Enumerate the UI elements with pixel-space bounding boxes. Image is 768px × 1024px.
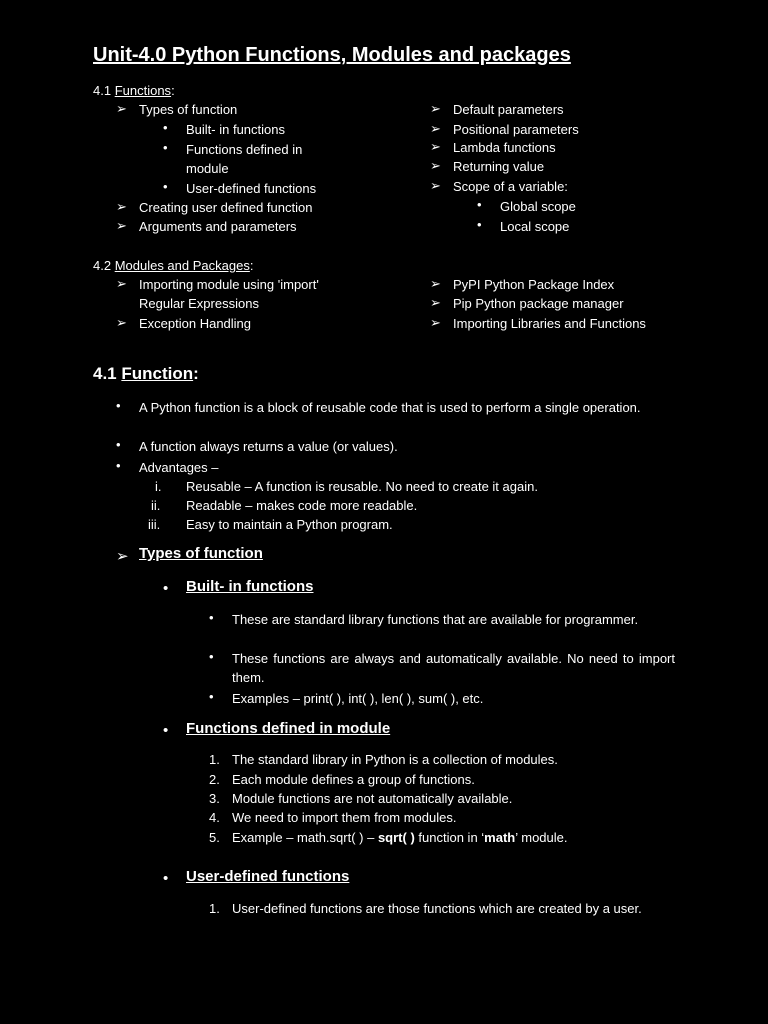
arrow-bullet-icon: ➢ [430,121,441,136]
section-heading-colon: : [193,364,199,383]
arrow-bullet-icon: ➢ [430,295,441,310]
bullet-icon: • [163,179,168,194]
example-text: Example – math.sqrt( ) – [232,830,378,845]
module-item-example [232,828,568,847]
toc-subitem-builtin: Built- in functions [186,122,285,137]
bullet-icon: • [477,197,482,212]
toc-item-lambda: Lambda functions [453,140,556,155]
list-number: 1. [209,901,220,916]
toc-42-title: Modules and Packages [114,258,250,273]
bullet-icon: • [163,120,168,135]
bullet-icon: • [209,649,214,664]
builtin-item-standard-library: These are standard library functions that are available for programmer. [232,612,639,627]
toc-41-title: Functions [114,83,172,98]
arrow-bullet-icon: ➢ [430,276,441,291]
example-math: math [484,830,516,845]
arrow-bullet-icon: ➢ [430,178,441,193]
list-number: 4. [209,810,220,825]
module-heading: Functions defined in module [186,720,391,737]
user-defined-item: User-defined functions are those functions which are created by a user. [232,901,642,916]
bullet-icon: • [116,398,121,413]
bullet-icon: • [116,458,121,473]
toc-item-returning-value: Returning value [453,159,545,174]
toc-item-exception-handling: Exception Handling [139,316,252,331]
types-heading: Types of function [139,545,263,562]
toc-item-scope: Scope of a variable: [453,179,568,194]
example-sqrt: sqrt( ) [377,830,415,845]
list-number: 2. [209,772,220,787]
advantage-readable: Readable – makes code more readable. [186,498,418,513]
arrow-bullet-icon: ➢ [116,218,127,233]
toc-item-pip: Pip Python package manager [453,296,624,311]
toc-item-importing-libraries: Importing Libraries and Functions [453,316,646,331]
paragraph-definition: A Python function is a block of reusable code that is used to perform a single operation. [139,400,641,415]
arrow-bullet-icon: ➢ [116,101,127,116]
toc-subitem-global-scope: Global scope [500,199,576,214]
bullet-icon: • [163,870,169,887]
bullet-icon: • [163,580,169,597]
toc-42-colon: : [249,258,254,273]
toc-subitem-module-functions: Functions defined in [186,142,303,157]
arrow-bullet-icon: ➢ [116,276,127,291]
arrow-bullet-icon: ➢ [430,139,441,154]
toc-item-arguments: Arguments and parameters [139,219,297,234]
toc-item-regex: Regular Expressions [139,296,259,311]
toc-41-colon: : [171,83,175,98]
toc-subitem-local-scope: Local scope [500,219,570,234]
section-heading-number: 4.1 [93,364,122,383]
arrow-bullet-icon: ➢ [116,199,127,214]
toc-item-positional-params: Positional parameters [453,122,579,137]
toc-section-41 [93,81,175,100]
arrow-bullet-icon: ➢ [430,101,441,116]
arrow-bullet-icon: ➢ [116,548,129,565]
toc-item-pypi: PyPI Python Package Index [453,277,615,292]
arrow-bullet-icon: ➢ [430,315,441,330]
list-number: 5. [209,830,220,845]
advantage-maintain: Easy to maintain a Python program. [186,517,393,532]
toc-subitem-module-functions-cont: module [186,161,229,176]
list-number: iii. [148,517,161,532]
example-text: function in ‘ [414,830,485,845]
toc-section-42 [93,256,253,275]
bullet-icon: • [209,610,214,625]
module-item-standard-library: The standard library in Python is a collection of modules. [232,752,558,767]
toc-item-importing-module: Importing module using 'import' [139,277,319,292]
list-number: i. [155,479,162,494]
section-heading [93,364,199,384]
bullet-icon: • [163,722,169,739]
advantage-reusable: Reusable – A function is reusable. No need to create it again. [186,479,538,494]
list-number: ii. [151,498,161,513]
paragraph-advantages: Advantages – [139,460,219,475]
list-number: 3. [209,791,220,806]
toc-subitem-user-defined: User-defined functions [186,181,317,196]
toc-item-types-of-function: Types of function [139,102,238,117]
bullet-icon: • [163,140,168,155]
example-text: ’ module. [515,830,568,845]
arrow-bullet-icon: ➢ [116,315,127,330]
module-item-group: Each module defines a group of functions. [232,772,475,787]
section-heading-title: Function [121,364,194,383]
toc-item-default-params: Default parameters [453,102,564,117]
user-defined-heading: User-defined functions [186,868,350,885]
bullet-icon: • [477,217,482,232]
builtin-item-examples: Examples – print( ), int( ), len( ), sum( ), etc. [232,691,484,706]
builtin-heading: Built- in functions [186,578,314,595]
builtin-item-always-available: These functions are always and automatically available. No need to import them. [232,651,675,685]
bullet-icon: • [116,437,121,452]
toc-42-number: 4.2 [93,258,115,273]
toc-item-creating-function: Creating user defined function [139,200,313,215]
paragraph-returns: A function always returns a value (or values). [139,439,398,454]
module-item-not-automatic: Module functions are not automatically available. [232,791,513,806]
toc-41-number: 4.1 [93,83,115,98]
bullet-icon: • [209,689,214,704]
arrow-bullet-icon: ➢ [430,158,441,173]
module-item-import: We need to import them from modules. [232,810,457,825]
list-number: 1. [209,752,220,767]
page-title: Unit-4.0 Python Functions, Modules and packages [93,44,571,66]
